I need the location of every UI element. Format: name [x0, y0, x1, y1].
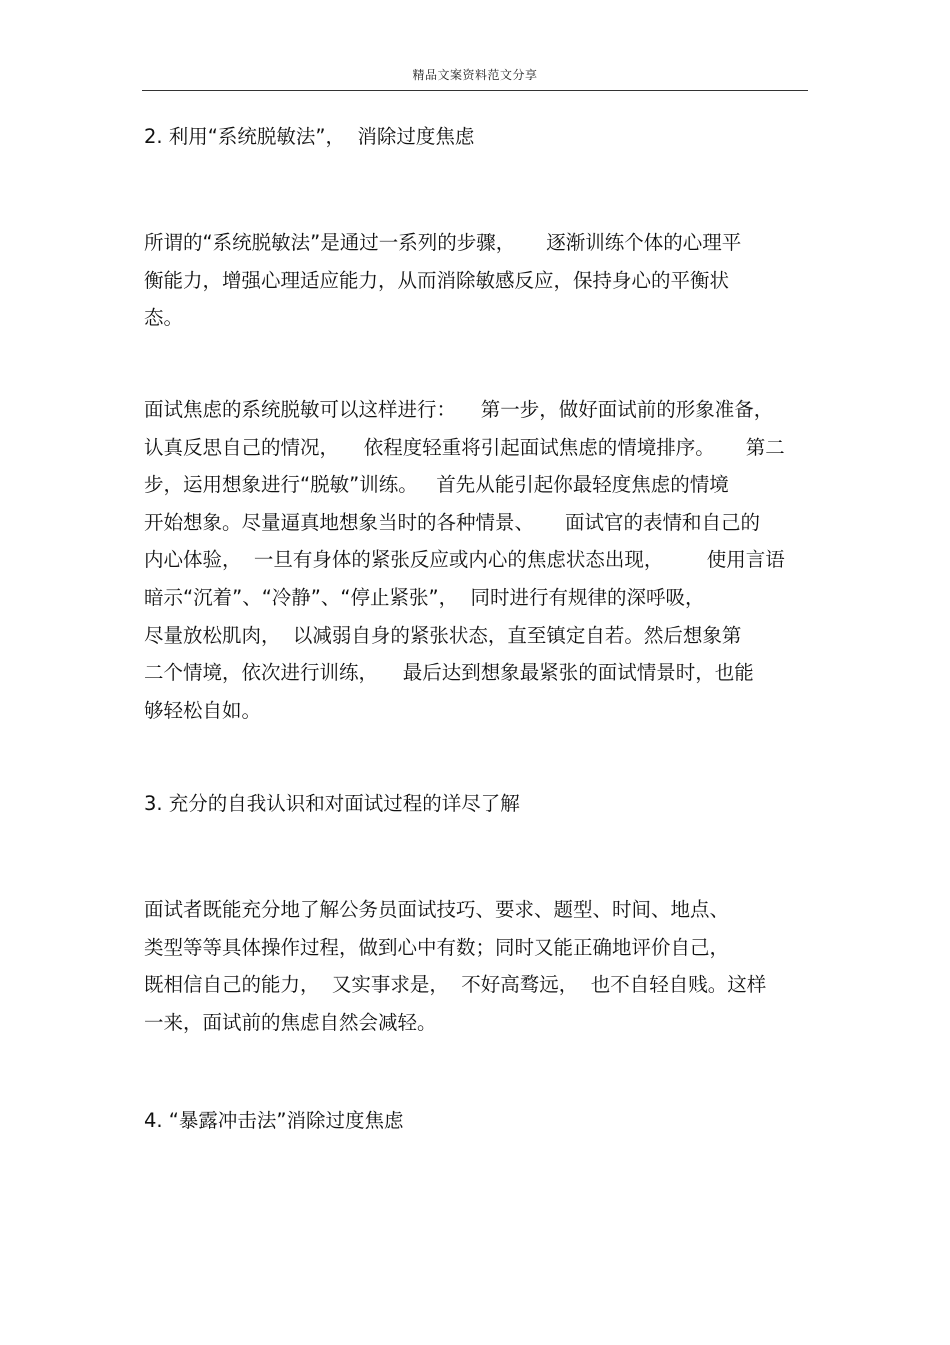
paragraph-line: 二个情境，依次进行训练， 最后达到想象最紧张的面试情景时，也能	[144, 661, 754, 685]
paragraph-line: 态。	[144, 306, 184, 330]
header-rule	[142, 90, 808, 91]
paragraph-2	[144, 391, 806, 729]
heading-section-3	[144, 785, 806, 823]
paragraph-1	[144, 224, 806, 337]
page-header-text: 精品文案资料范文分享	[412, 68, 538, 82]
heading-text: 2. 利用“系统脱敏法”， 消除过度焦虑	[144, 125, 475, 148]
heading-text: 3. 充分的自我认识和对面试过程的详尽了解	[144, 792, 520, 815]
paragraph-line: 面试焦虑的系统脱敏可以这样进行： 第一步，做好面试前的形象准备，	[144, 398, 774, 421]
paragraph-line: 尽量放松肌肉， 以减弱自身的紧张状态，直至镇定自若。然后想象第	[144, 623, 742, 647]
heading-section-2	[144, 118, 806, 156]
paragraph-line: 类型等等具体操作过程，做到心中有数；同时又能正确地评价自己，	[144, 935, 730, 959]
paragraph-line: 认真反思自己的情况， 依程度轻重将引起面试焦虑的情境排序。 第二	[144, 435, 785, 459]
paragraph-line: 够轻松自如。	[144, 698, 262, 722]
paragraph-line: 一来，面试前的焦虑自然会减轻。	[144, 1010, 437, 1034]
paragraph-line: 面试者既能充分地了解公务员面试技巧、要求、题型、时间、地点、	[144, 898, 730, 921]
paragraph-line: 暗示“沉着”、“冷静”、“停止紧张”， 同时进行有规律的深呼吸，	[144, 585, 705, 609]
paragraph-line: 开始想象。尽量逼真地想象当时的各种情景、 面试官的表情和自己的	[144, 510, 760, 534]
paragraph-line: 衡能力，增强心理适应能力，从而消除敏感反应，保持身心的平衡状	[144, 268, 730, 292]
heading-text: 4. “暴露冲击法”消除过度焦虑	[144, 1109, 404, 1132]
paragraph-line: 所谓的“系统脱敏法”是通过一系列的步骤， 逐渐训练个体的心理平	[144, 231, 742, 254]
paragraph-3	[144, 891, 806, 1041]
paragraph-line: 内心体验， 一旦有身体的紧张反应或内心的焦虑状态出现， 使用言语	[144, 548, 785, 572]
heading-section-4	[144, 1102, 806, 1140]
paragraph-line: 既相信自己的能力， 又实事求是， 不好高骛远， 也不自轻自贱。这样	[144, 973, 767, 997]
paragraph-line: 步，运用想象进行“脱敏”训练。 首先从能引起你最轻度焦虑的情境	[144, 473, 729, 497]
